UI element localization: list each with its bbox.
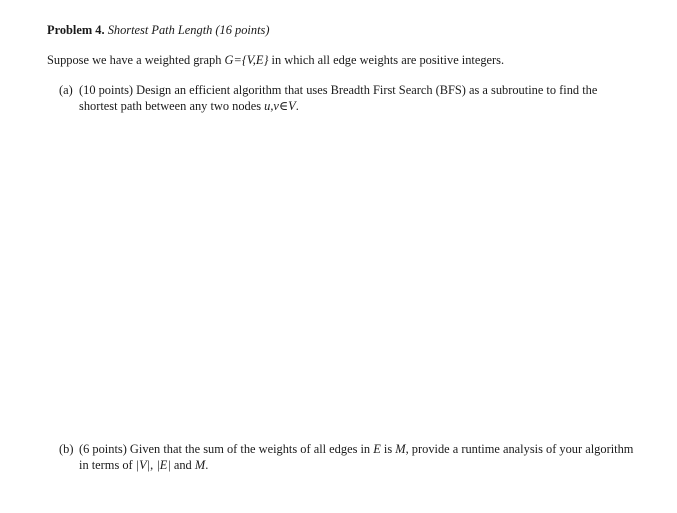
part-a-text bbox=[79, 82, 637, 114]
intro-text-before: Suppose we have a weighted graph bbox=[47, 53, 225, 67]
answer-space-a[interactable] bbox=[59, 118, 637, 434]
part-a-marker: (a) bbox=[59, 83, 73, 97]
part-b-math-vertex-count: |V| bbox=[135, 458, 151, 472]
part-b-math-sum: M bbox=[395, 442, 406, 456]
part-b-math-edges: E bbox=[373, 442, 381, 456]
part-a-text-before: (10 points) Design an efficient algorithm that uses Breadth First Search (BFS) as a subroutine to find the shortest path between any two nodes bbox=[79, 83, 598, 113]
part-b-seg4: , bbox=[150, 458, 157, 472]
part-b-text bbox=[79, 441, 637, 473]
problem-label: Problem 4. bbox=[47, 23, 105, 37]
part-b-seg3: , provide a runtime analysis of your algorithm in terms of bbox=[79, 442, 634, 472]
part-b-seg5: and bbox=[170, 458, 195, 472]
intro-text-after: in which all edge weights are positive integers. bbox=[268, 53, 505, 67]
part-b-math-weight-sum: M bbox=[194, 458, 206, 472]
part-b-seg1: (6 points) Given that the sum of the weights of all edges in bbox=[79, 442, 374, 456]
problem-intro bbox=[47, 52, 504, 68]
problem-title: Shortest Path Length (16 points) bbox=[107, 23, 270, 37]
part-b-math-edge-count: |E| bbox=[156, 458, 171, 472]
part-a bbox=[59, 82, 637, 114]
part-b-seg6: . bbox=[205, 458, 209, 472]
problem-heading bbox=[47, 22, 269, 38]
part-b-seg2: is bbox=[380, 442, 396, 456]
part-b-marker: (b) bbox=[59, 442, 74, 456]
part-a-math: u,v∈V bbox=[264, 99, 296, 113]
part-b bbox=[59, 441, 637, 473]
part-a-text-after: . bbox=[295, 99, 299, 113]
intro-math-graph: G={V,E} bbox=[224, 53, 269, 67]
